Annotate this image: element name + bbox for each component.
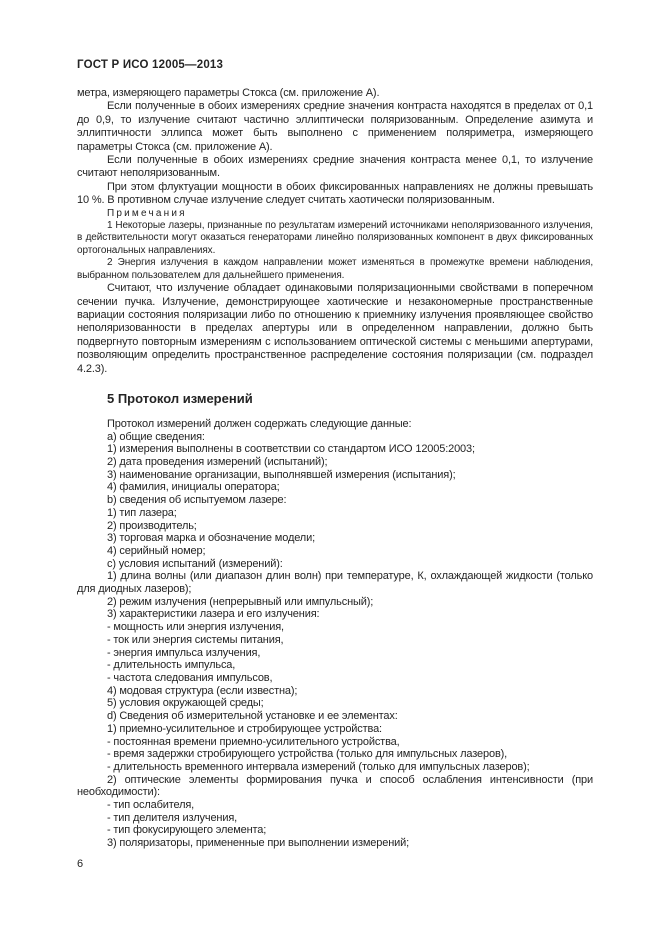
list-item: - энергия импульса излучения, (107, 646, 261, 659)
list-item: - тип ослабителя, (107, 799, 195, 812)
list-item: 5) условия окружающей среды; (107, 697, 264, 710)
list-item: 1) длина волны (или диапазон длин волн) при температуре, К, охлаждающей жидкости (только для диодных лазеров); (77, 570, 593, 596)
list-item: 4) фамилия, инициалы оператора; (107, 481, 280, 494)
list-item: 2) дата проведения измерений (испытаний); (107, 456, 328, 469)
list-item: b) сведения об испытуемом лазере: (107, 494, 287, 507)
list-item: 3) торговая марка и обозначение модели; (107, 532, 315, 545)
note: 1 Некоторые лазеры, признанные по результатам измерений источниками неполяризованного излучения, в действительности могут оказаться генераторами линейно поляризованных компонент в двух фиксированных ортогональных направлениях. (77, 220, 593, 256)
list-item: 1) измерения выполнены в соответствии со стандартом ИСО 12005:2003; (107, 443, 475, 456)
list-item: 2) оптические элементы формирования пучка и способ ослабления интенсивности (при необходимости): (77, 773, 593, 799)
list-item: - мощность или энергия излучения, (107, 621, 284, 634)
list-item: 3) наименование организации, выполнявшей измерения (испытания); (107, 468, 456, 481)
paragraph: Считают, что излучение обладает одинаковыми поляризационными свойствами в поперечном сечении пучка. Излучение, демонстрирующее хаотические и незакономерные пространственные вариации состояния поляризации либо по отношению к приемнику излучения проявляющее свойство неполяризованности в пределах апертуры или в определенном направлении, должно быть подвергнуто повторным измерениям с использованием оптической системы с меньшими апертурами, позволяющим определить пространственное распределение состояния поляризации (см. подраздел 4.2.3). (77, 282, 593, 375)
section-heading: 5 Протокол измерений (107, 390, 253, 406)
list-item: 1) приемно-усилительное и стробирующее устройства: (107, 722, 382, 735)
running-header: ГОСТ Р ИСО 12005—2013 (77, 59, 224, 71)
list-item: - время задержки стробирующего устройства (только для импульсных лазеров), (107, 748, 508, 761)
list-item: - постоянная времени приемно-усилительного устройства, (107, 735, 400, 748)
list-item: 3) характеристики лазера и его излучения: (107, 608, 320, 621)
list-item: 1) тип лазера; (107, 506, 177, 519)
list-item: - ток или энергия системы питания, (107, 633, 284, 646)
note: 2 Энергия излучения в каждом направлении может изменяться в промежутке времени наблюдения, выбранном пользователем для дальнейшего применения. (77, 257, 593, 281)
list-item: - частота следования импульсов, (107, 672, 273, 684)
paragraph: Если полученные в обоих измерениях средние значения контраста менее 0,1, то излучение считают неполяризованным. (77, 154, 593, 180)
list-item: c) условия испытаний (измерений): (107, 557, 283, 570)
notes-title: Примечания (107, 207, 187, 219)
list-item: 2) режим излучения (непрерывный или импульсный); (107, 595, 374, 608)
document-body (77, 87, 593, 850)
list-item: a) общие сведения: (107, 430, 205, 443)
page-number: 6 (77, 858, 84, 870)
list-item: - длительность временного интервала измерений (только для импульсных лазеров); (107, 760, 530, 773)
list-item: d) Сведения об измерительной установке и ее элементах: (107, 710, 398, 723)
list-item: 3) поляризаторы, примененные при выполнении измерений; (107, 837, 410, 850)
list-item: Протокол измерений должен содержать следующие данные: (107, 417, 412, 430)
paragraph: метра, измеряющего параметры Стокса (см. приложение А). (77, 87, 380, 99)
paragraph: Если полученные в обоих измерениях средние значения контраста находятся в пределах от 0,1 до 0,9, то излучение считают частично эллиптически поляризованным. Определение азимута и эллиптичности эллипса может быть выполнено с применением поляриметра, измеряющего параметры Стокса (см. приложение А). (77, 100, 593, 153)
paragraph: При этом флуктуации мощности в обоих фиксированных направлениях не должны превышать 10 %. В противном случае излучение следует считать хаотически поляризованным. (77, 180, 593, 207)
list-item: 2) производитель; (107, 519, 197, 532)
list-item: 4) модовая структура (если известна); (107, 684, 298, 697)
list-item: 4) серийный номер; (107, 544, 206, 557)
list-item: - длительность импульса, (107, 659, 236, 672)
list-item: - тип фокусирующего элемента; (107, 824, 267, 837)
list-item: - тип делителя излучения, (107, 811, 238, 824)
